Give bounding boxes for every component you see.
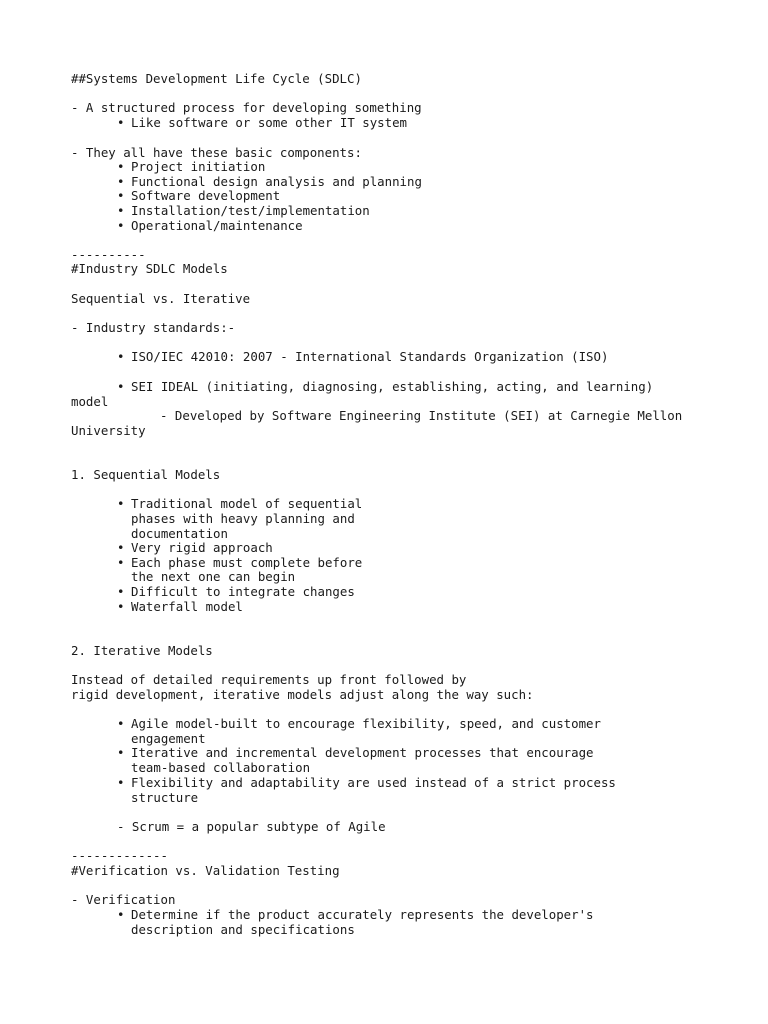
- definition-bullet: • Like software or some other IT system: [117, 116, 407, 131]
- iso-bullet: • ISO/IEC 42010: 2007 - International Standards Organization (ISO): [117, 350, 608, 365]
- iterative-item-wrap: engagement: [131, 731, 206, 746]
- component-item: • Project initiation: [117, 160, 265, 175]
- iterative-item: • Agile model-built to encourage flexibility, speed, and customer: [117, 717, 601, 732]
- seq-vs-iter-line: Sequential vs. Iterative: [71, 291, 251, 306]
- sequential-item: • Waterfall model: [117, 600, 243, 615]
- sequential-item: • Traditional model of sequential: [117, 497, 362, 512]
- component-item: • Installation/test/implementation: [117, 204, 370, 219]
- iterative-intro: rigid development, iterative models adjust along the way such:: [71, 687, 534, 702]
- sequential-item-wrap: phases with heavy planning and: [131, 511, 355, 526]
- sei-sub-note: - Developed by Software Engineering Institute (SEI) at Carnegie Mellon: [160, 408, 683, 423]
- doc-title: ##Systems Development Life Cycle (SDLC): [71, 71, 362, 86]
- sei-bullet: • SEI IDEAL (initiating, diagnosing, establishing, acting, and learning): [117, 380, 653, 395]
- verification-line: - Verification: [71, 892, 176, 907]
- verification-item-wrap: description and specifications: [131, 922, 355, 937]
- iterative-intro: Instead of detailed requirements up front followed by: [71, 672, 467, 687]
- iterative-item: • Iterative and incremental development processes that encourage: [117, 746, 594, 761]
- sequential-item-wrap: the next one can begin: [131, 569, 296, 584]
- iterative-item-wrap: structure: [131, 790, 199, 805]
- component-item: • Operational/maintenance: [117, 219, 303, 234]
- sei-sub-note-wrap: University: [71, 423, 146, 438]
- sequential-item: • Difficult to integrate changes: [117, 585, 355, 600]
- component-item: • Functional design analysis and planning: [117, 175, 422, 190]
- section-heading: #Verification vs. Validation Testing: [71, 863, 340, 878]
- separator: ----------: [71, 247, 146, 262]
- sequential-item: • Very rigid approach: [117, 541, 273, 556]
- separator: -------------: [71, 848, 168, 863]
- sequential-item: • Each phase must complete before: [117, 556, 362, 571]
- sei-bullet-wrap: model: [71, 394, 109, 409]
- iterative-heading: 2. Iterative Models: [71, 643, 213, 658]
- scrum-note: - Scrum = a popular subtype of Agile: [117, 819, 386, 834]
- sequential-heading: 1. Sequential Models: [71, 467, 221, 482]
- definition-line: - A structured process for developing something: [71, 100, 422, 115]
- sequential-item-wrap: documentation: [131, 526, 228, 541]
- verification-item: • Determine if the product accurately represents the developer's: [117, 908, 594, 923]
- component-item: • Software development: [117, 189, 280, 204]
- components-intro: - They all have these basic components:: [71, 145, 362, 160]
- iterative-item-wrap: team-based collaboration: [131, 760, 311, 775]
- standards-intro: - Industry standards:-: [71, 320, 236, 335]
- section-heading: #Industry SDLC Models: [71, 261, 228, 276]
- iterative-item: • Flexibility and adaptability are used instead of a strict process: [117, 776, 616, 791]
